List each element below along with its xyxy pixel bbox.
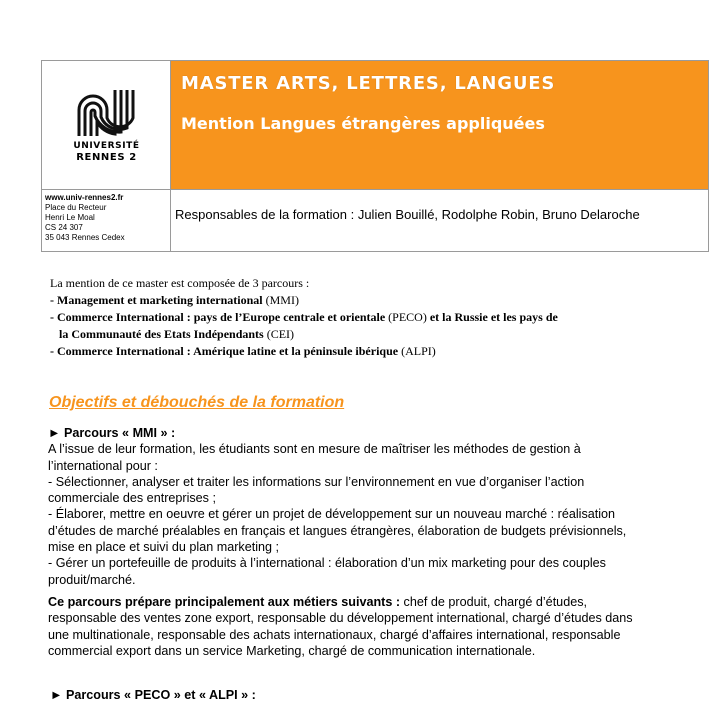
text-line: produit/marché. [48, 572, 136, 587]
title-banner [171, 61, 708, 190]
list-item: - Management et marketing international (MMI) [50, 293, 299, 307]
page-title: MASTER ARTS, LETTRES, LANGUES [181, 73, 556, 94]
rennes2-logo-icon [75, 88, 137, 138]
page-subtitle: Mention Langues étrangères appliquées [181, 114, 545, 133]
website-link[interactable]: www.univ-rennes2.fr [45, 193, 124, 202]
university-logo [42, 61, 171, 190]
text-line: une multinationale, responsable des achats internationaux, chargé d’affaires international, responsable [48, 627, 621, 642]
intro-block [50, 275, 690, 360]
list-item: - Commerce International : pays de l’Europe centrale et orientale (PECO) et la Russie et les pays de la Communauté des Etats Indépendants (CEI) [50, 310, 558, 341]
section-title: Objectifs et débouchés de la formation [49, 394, 345, 411]
header-table [41, 60, 709, 252]
responsables-line: Responsables de la formation : Julien Bouillé, Rodolphe Robin, Bruno Delaroche [175, 207, 640, 222]
text-line: - Gérer un portefeuille de produits à l’international : élaboration d’un mix marketing pour des couples [48, 556, 606, 571]
text-line: - Élaborer, mettre en oeuvre et gérer un projet de développement sur un nouveau marché : réalisation [48, 507, 616, 522]
text-line: d’études de marché préalables en français et langues étrangères, élaboration de budgets prévisionnels, [48, 523, 627, 538]
text-line: commercial export dans un service Marketing, chargé de communication internationale. [48, 643, 536, 658]
text-line: - Sélectionner, analyser et traiter les informations sur l’environnement en vue d’organiser l’action [48, 474, 585, 489]
text-line: responsable des ventes zone export, responsable du développement international, chargé d’études dans [48, 611, 633, 626]
mmi-section [48, 425, 678, 659]
intro-lead: La mention de ce master est composée de 3 parcours : [50, 276, 310, 290]
text-line: mise en place et suivi du plan marketing ; [48, 540, 280, 555]
address-line: Place du Recteur [45, 203, 107, 212]
address-line: CS 24 307 [45, 223, 83, 232]
address-block [42, 190, 171, 252]
text-line: l’international pour : [48, 458, 158, 473]
list-item: - Commerce International : Amérique latine et la péninsule ibérique (ALPI) [50, 344, 436, 358]
metiers-line: Ce parcours prépare principalement aux métiers suivants : chef de produit, chargé d’études, [48, 594, 587, 609]
address-line: Henri Le Moal [45, 213, 95, 222]
address-line: 35 043 Rennes Cedex [45, 233, 125, 242]
text-line: commerciale des entreprises ; [48, 491, 216, 506]
logo-line-2: RENNES 2 [76, 152, 137, 163]
mmi-heading: ► Parcours « MMI » : [48, 426, 176, 440]
logo-line-1: UNIVERSITÉ [73, 141, 140, 151]
text-line: A l’issue de leur formation, les étudiants sont en mesure de maîtriser les méthodes de gestion à [48, 442, 581, 457]
next-heading: ► Parcours « PECO » et « ALPI » : [50, 688, 256, 702]
